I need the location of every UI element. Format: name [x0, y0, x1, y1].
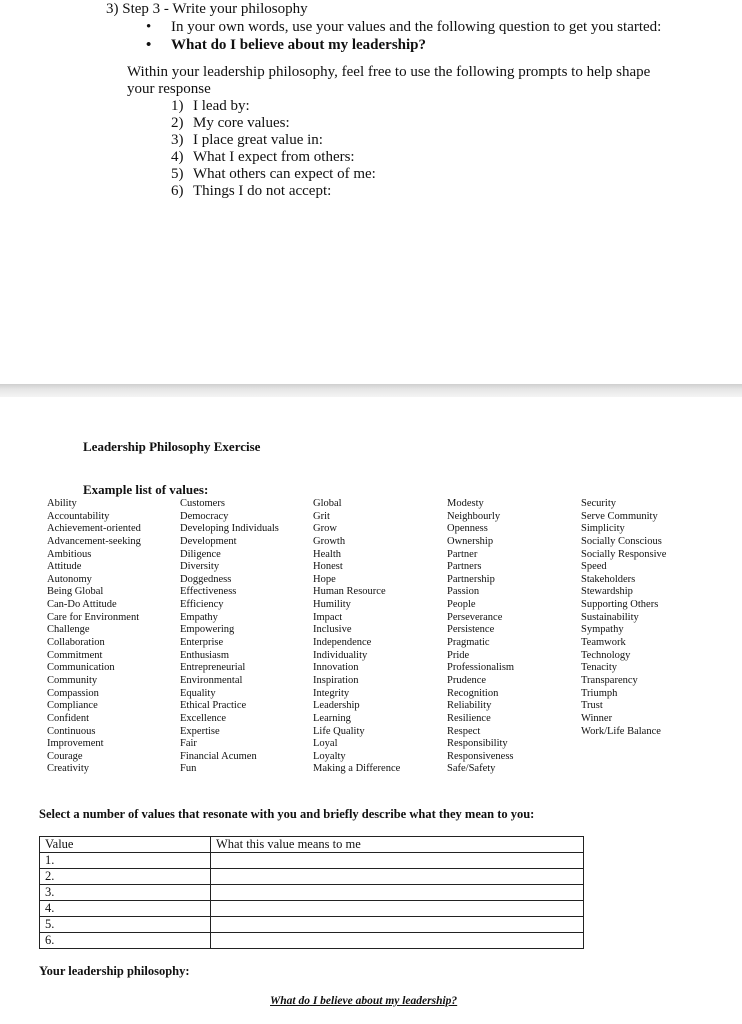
value-item: Diligence: [180, 548, 221, 560]
value-item: Loyal: [313, 738, 338, 750]
value-item: Equality: [180, 687, 216, 699]
meaning-cell[interactable]: [211, 917, 584, 933]
value-item: Courage: [47, 750, 83, 762]
value-item: Impact: [313, 611, 343, 623]
meaning-cell[interactable]: [211, 869, 584, 885]
value-item: Growth: [313, 535, 346, 547]
value-item: Entrepreneurial: [180, 662, 246, 674]
value-item: Safe/Safety: [447, 763, 496, 775]
step-number: 3): [106, 1, 119, 17]
values-column-3: [313, 498, 400, 776]
value-item: Customers: [180, 498, 225, 509]
value-item: Openness: [447, 523, 488, 535]
leadership-question: What do I believe about my leadership?: [270, 995, 458, 1007]
value-item: Care for Environment: [47, 611, 140, 623]
meaning-cell[interactable]: [211, 901, 584, 917]
prompt-item: [171, 183, 376, 200]
row-number: 4.: [40, 901, 211, 917]
value-item: Community: [47, 674, 98, 686]
value-item: Pride: [447, 649, 470, 661]
value-item: Leadership: [313, 700, 360, 712]
value-item: Technology: [581, 649, 631, 661]
value-item: Innovation: [313, 662, 359, 674]
value-item: Individuality: [313, 649, 368, 661]
document-page-2: [0, 397, 742, 1024]
value-item: Development: [180, 535, 237, 547]
bullet-icon: •: [146, 19, 152, 35]
value-item: Prudence: [447, 674, 487, 686]
value-item: Global: [313, 498, 342, 509]
document-page-1: [0, 0, 742, 384]
value-item: Ethical Practice: [180, 700, 247, 712]
value-item: Empowering: [180, 624, 235, 636]
value-item: Teamwork: [581, 637, 626, 649]
bullet-item: [146, 37, 427, 54]
values-list-heading: Example list of values:: [83, 482, 209, 497]
prompt-text: Things I do not accept:: [193, 183, 332, 199]
table-row: [40, 853, 584, 869]
value-item: Serve Community: [581, 510, 658, 522]
prompt-item: [171, 115, 376, 132]
value-item: Winner: [581, 712, 613, 724]
value-item: Partner: [447, 548, 478, 560]
value-item: Grow: [313, 523, 337, 535]
bullet-icon: •: [146, 37, 152, 53]
value-item: Making a Difference: [313, 763, 401, 775]
row-number: 3.: [40, 885, 211, 901]
value-item: Commitment: [47, 649, 103, 661]
value-item: Humility: [313, 599, 351, 611]
value-item: Collaboration: [47, 637, 105, 649]
table-row: [40, 917, 584, 933]
value-item: Hope: [313, 573, 336, 585]
value-item: Diversity: [180, 561, 220, 573]
value-item: Environmental: [180, 674, 243, 686]
value-item: Accountability: [47, 510, 110, 522]
values-column-4: [447, 498, 514, 776]
prompt-number: 6): [171, 183, 184, 199]
value-item: Learning: [313, 712, 351, 724]
value-item: Responsiveness: [447, 750, 514, 762]
value-item: Socially Conscious: [581, 535, 662, 547]
value-item: Achievement-oriented: [47, 523, 141, 535]
value-item: People: [447, 599, 476, 611]
prompt-item: [171, 98, 376, 115]
value-item: Creativity: [47, 763, 89, 775]
prompt-list: [171, 98, 376, 200]
value-item: Efficiency: [180, 599, 224, 611]
value-item: Excellence: [180, 712, 227, 724]
prompt-item: [171, 149, 376, 166]
row-number: 1.: [40, 853, 211, 869]
bullet-text: In your own words, use your values and the following question to get you started:: [171, 19, 662, 35]
your-philosophy-label: Your leadership philosophy:: [39, 964, 190, 978]
value-item: Integrity: [313, 687, 350, 699]
value-item: Compassion: [47, 687, 99, 699]
value-item: Resilience: [447, 712, 491, 724]
value-item: Recognition: [447, 687, 499, 699]
value-item: Stakeholders: [581, 573, 636, 585]
prompt-text: I place great value in:: [193, 132, 323, 148]
value-item: Transparency: [581, 674, 638, 686]
values-column-1: [47, 498, 141, 776]
bullet-item: [146, 19, 662, 36]
value-item: Ambitious: [47, 548, 92, 560]
prompt-number: 1): [171, 98, 184, 114]
value-item: Improvement: [47, 738, 104, 750]
value-item: Responsibility: [447, 738, 508, 750]
value-item: Neighbourly: [447, 510, 501, 522]
prompt-text: What I expect from others:: [193, 149, 355, 165]
value-item: Simplicity: [581, 523, 625, 535]
value-item: Inclusive: [313, 624, 352, 636]
prompt-number: 2): [171, 115, 184, 131]
table-header-row: [40, 837, 584, 853]
value-item: Modesty: [447, 498, 484, 509]
instruction-paragraph: Within your leadership philosophy, feel free to use the following prompts to help shape your response: [127, 64, 651, 97]
value-item: Advancement-seeking: [47, 535, 141, 547]
value-item: Continuous: [47, 725, 96, 737]
value-item: Communication: [47, 662, 115, 674]
value-item: Speed: [581, 561, 607, 573]
value-item: Perseverance: [447, 611, 503, 623]
value-item: Honest: [313, 561, 343, 573]
value-item: Confident: [47, 712, 89, 724]
value-item: Partnership: [447, 573, 495, 585]
meaning-cell[interactable]: [211, 853, 584, 869]
value-item: Ownership: [447, 535, 494, 547]
values-table: [39, 836, 584, 949]
value-item: Being Global: [47, 586, 104, 598]
value-item: Developing Individuals: [180, 523, 279, 535]
value-item: Independence: [313, 637, 372, 649]
prompt-text: I lead by:: [193, 98, 250, 114]
table-row: [40, 901, 584, 917]
value-item: Ability: [47, 498, 77, 509]
prompt-number: 4): [171, 149, 184, 165]
value-item: Life Quality: [313, 725, 365, 737]
value-item: Fun: [180, 763, 197, 775]
value-item: Fair: [180, 738, 197, 750]
table-row: [40, 933, 584, 949]
header-meaning: What this value means to me: [211, 837, 584, 853]
table-row: [40, 869, 584, 885]
step-title: Step 3 - Write your philosophy: [122, 1, 308, 17]
value-item: Pragmatic: [447, 637, 490, 649]
meaning-cell[interactable]: [211, 885, 584, 901]
value-item: Respect: [447, 725, 481, 737]
page-separator: [0, 384, 742, 397]
value-item: Human Resource: [313, 586, 386, 598]
prompt-text: My core values:: [193, 115, 290, 131]
value-item: Socially Responsive: [581, 548, 667, 560]
value-item: Work/Life Balance: [581, 725, 661, 737]
value-item: Triumph: [581, 687, 618, 699]
value-item: Inspiration: [313, 674, 359, 686]
prompt-item: [171, 166, 376, 183]
select-values-prompt: Select a number of values that resonate with you and briefly describe what they mean to you:: [39, 807, 535, 821]
table-row: [40, 885, 584, 901]
step-heading: [106, 1, 308, 18]
row-number: 6.: [40, 933, 211, 949]
value-item: Compliance: [47, 700, 98, 712]
value-item: Security: [581, 498, 616, 509]
value-item: Sustainability: [581, 611, 639, 623]
value-item: Expertise: [180, 725, 220, 737]
value-item: Health: [313, 548, 341, 560]
value-item: Partners: [447, 561, 482, 573]
exercise-title: Leadership Philosophy Exercise: [83, 439, 261, 454]
value-item: Empathy: [180, 611, 218, 623]
value-item: Supporting Others: [581, 599, 659, 611]
value-item: Professionalism: [447, 662, 515, 674]
values-column-2: [180, 498, 279, 776]
value-item: Passion: [447, 586, 480, 598]
value-item: Financial Acumen: [180, 750, 257, 762]
value-item: Attitude: [47, 561, 82, 573]
value-item: Stewardship: [581, 586, 633, 598]
value-item: Enthusiasm: [180, 649, 229, 661]
value-item: Democracy: [180, 510, 229, 522]
value-item: Sympathy: [581, 624, 624, 636]
value-item: Loyalty: [313, 750, 346, 762]
value-item: Autonomy: [47, 573, 92, 585]
values-column-5: [581, 498, 666, 738]
row-number: 5.: [40, 917, 211, 933]
value-item: Doggedness: [180, 573, 232, 585]
row-number: 2.: [40, 869, 211, 885]
prompt-item: [171, 132, 376, 149]
meaning-cell[interactable]: [211, 933, 584, 949]
bullet-text: What do I believe about my leadership?: [171, 37, 427, 53]
value-item: Reliability: [447, 700, 492, 712]
value-item: Enterprise: [180, 637, 224, 649]
value-item: Can-Do Attitude: [47, 599, 117, 611]
prompt-number: 3): [171, 132, 184, 148]
prompt-number: 5): [171, 166, 184, 182]
value-item: Effectiveness: [180, 586, 237, 598]
value-item: Tenacity: [581, 662, 617, 674]
value-item: Persistence: [447, 624, 495, 636]
value-item: Grit: [313, 510, 330, 522]
value-item: Challenge: [47, 624, 90, 636]
value-item: Trust: [581, 700, 603, 712]
prompt-text: What others can expect of me:: [193, 166, 376, 182]
header-value: Value: [40, 837, 211, 853]
